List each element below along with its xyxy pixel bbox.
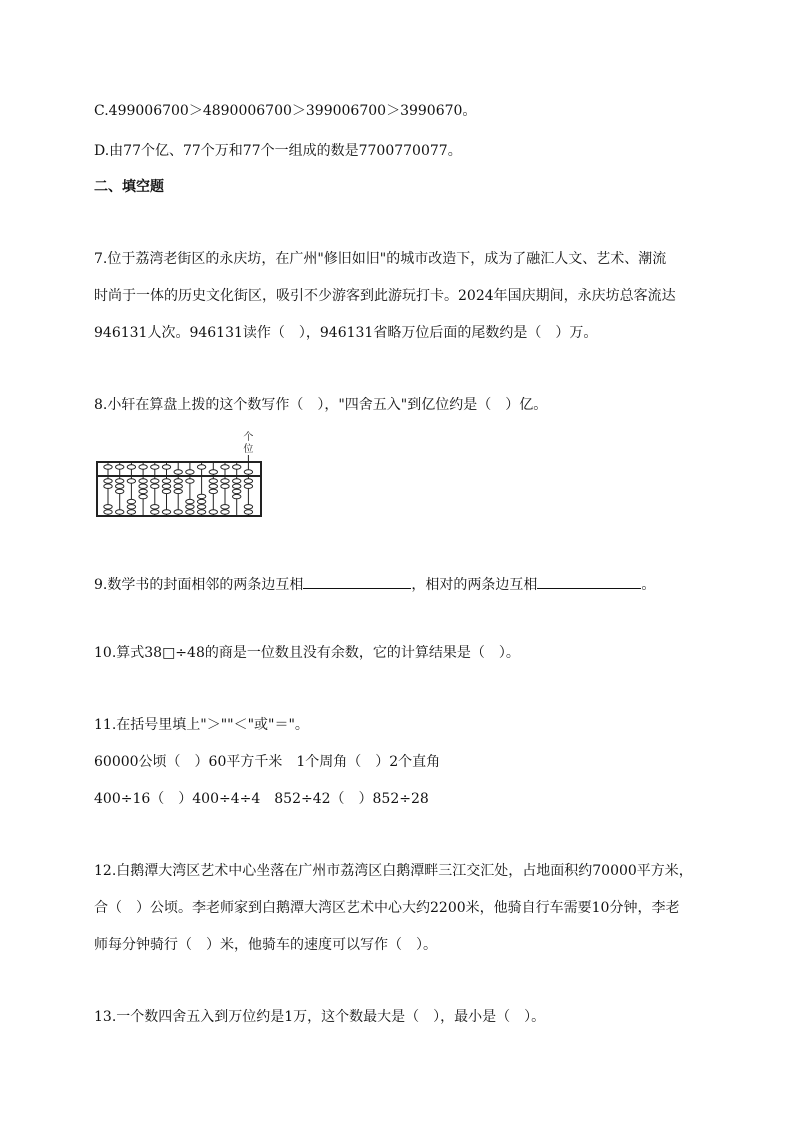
q12-line3: 师每分钟骑行（ ）米，他骑车的速度可以写作（ ）。 [94,937,437,953]
abacus-lower-bead [151,510,159,514]
q11-row2: 400÷16（ ）400÷4÷4 852÷42（ ）852÷28 [94,791,429,807]
abacus-lower-bead [221,479,229,483]
abacus-lower-bead [174,479,182,483]
abacus-lower-bead [186,479,194,483]
abacus-lower-bead [116,489,124,493]
abacus-lower-bead [127,499,135,503]
q9-part1: 9.数学书的封面相邻的两条边互相 [94,577,304,593]
abacus-lower-bead [139,484,147,488]
abacus-lower-bead [174,510,182,514]
abacus-lower-bead [104,479,112,483]
abacus-upper-bead [174,470,182,474]
abacus-lower-bead [174,489,182,493]
abacus-upper-bead [162,465,170,469]
abacus-upper-bead [127,465,135,469]
abacus-lower-bead [244,510,252,514]
section-heading: 二、填空题 [94,179,164,195]
abacus-upper-bead [209,470,217,474]
abacus-lower-bead [233,479,241,483]
abacus-lower-bead [139,479,147,483]
abacus-upper-bead [104,465,112,469]
abacus-lower-bead [209,510,217,514]
abacus-upper-bead [116,465,124,469]
abacus-lower-bead [174,484,182,488]
abacus-lower-bead [197,494,205,498]
abacus-upper-bead [221,465,229,469]
abacus-lower-bead [104,484,112,488]
abacus-lower-bead [127,510,135,514]
abacus-upper-bead [151,465,159,469]
abacus-lower-bead [186,499,194,503]
abacus-lower-bead [151,479,159,483]
option-d: D.由77个亿、77个万和77个一组成的数是7700770077。 [94,143,462,159]
abacus-upper-bead [186,470,194,474]
q7-line1: 7.位于荔湾老街区的永庆坊，在广州"修旧如旧"的城市改造下，成为了融汇人文、艺术、潮流 [94,251,667,267]
abacus-lower-bead [209,484,217,488]
abacus-lower-bead [221,484,229,488]
abacus-lower-bead [151,484,159,488]
q9-blank2[interactable] [537,574,641,589]
abacus-lower-bead [127,505,135,509]
abacus-lower-bead [162,479,170,483]
q13-text: 13.一个数四舍五入到万位约是1万，这个数最大是（ ），最小是（ ）。 [94,1009,546,1025]
abacus-lower-bead [233,484,241,488]
abacus-label-char: 位 [243,444,254,455]
abacus-lower-bead [233,494,241,498]
q9-blank1[interactable] [303,574,411,589]
abacus-lower-bead [116,484,124,488]
q11-text: 11.在括号里填上"＞""＜"或"＝"。 [94,717,309,733]
abacus-lower-bead [162,489,170,493]
abacus-lower-bead [139,494,147,498]
abacus-lower-bead [197,510,205,514]
abacus-lower-bead [186,510,194,514]
abacus-lower-bead [127,479,135,483]
q9-part3: 。 [641,577,656,593]
abacus-lower-bead [186,505,194,509]
abacus-lower-bead [244,479,252,483]
q12-line1: 12.白鹅潭大湾区艺术中心坐落在广州市荔湾区白鹅潭畔三江交汇处，占地面积约70000平方米， [94,863,693,879]
option-c: C.499006700＞4890006700＞399006700＞3990670。 [94,103,477,119]
abacus-lower-bead [197,499,205,503]
abacus-upper-bead [197,465,205,469]
abacus-lower-bead [209,479,217,483]
abacus-lower-bead [221,510,229,514]
q9-text [94,574,655,594]
abacus-lower-bead [221,505,229,509]
q8-text: 8.小轩在算盘上拨的这个数写作（ ），"四舍五入"到亿位约是（ ）亿。 [94,397,548,413]
q7-line2: 时尚于一体的历史文化街区，吸引不少游客到此游玩打卡。2024年国庆期间，永庆坊总客流达 [94,288,676,304]
q11-row1: 60000公顷（ ）60平方千米 1个周角（ ）2个直角 [94,754,441,770]
abacus-upper-bead [233,465,241,469]
abacus-lower-bead [139,489,147,493]
abacus-lower-bead [209,489,217,493]
abacus-lower-bead [116,479,124,483]
abacus-lower-bead [151,505,159,509]
q10-text: 10.算式38□÷48的商是一位数且没有余数，它的计算结果是（ ）。 [94,645,520,661]
q9-part2: ，相对的两条边互相 [411,577,538,593]
abacus-label-char: 个 [243,432,254,443]
abacus-lower-bead [244,484,252,488]
abacus-lower-bead [116,510,124,514]
q7-line3: 946131人次。946131读作（ ），946131省略万位后面的尾数约是（ ）万。 [94,325,598,341]
abacus-lower-bead [197,505,205,509]
abacus-lower-bead [233,489,241,493]
abacus-figure [96,430,266,520]
abacus-lower-bead [104,505,112,509]
abacus-upper-bead [139,465,147,469]
q12-line2: 合（ ）公顷。李老师家到白鹅潭大湾区艺术中心大约2200米，他骑自行车需要10分钟，李老 [94,900,680,916]
abacus-lower-bead [104,510,112,514]
abacus-lower-bead [162,484,170,488]
abacus-lower-bead [244,505,252,509]
abacus-lower-bead [162,510,170,514]
abacus-upper-bead [244,470,252,474]
